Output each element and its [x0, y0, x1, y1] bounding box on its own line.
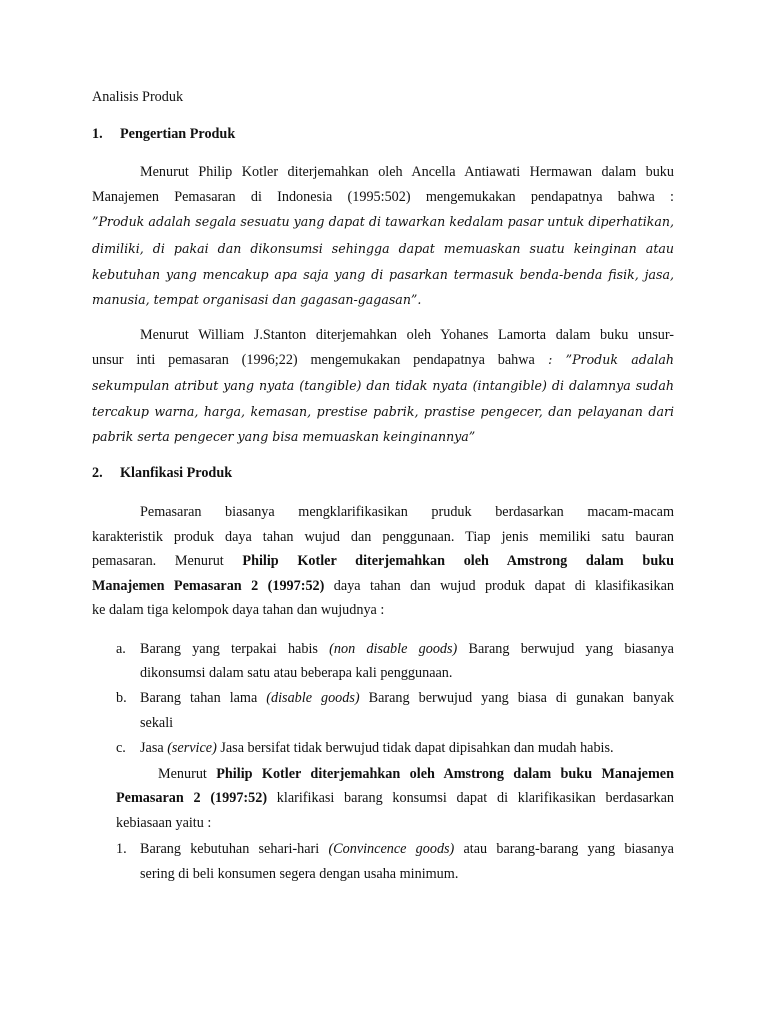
- s2-p2-line-1: Menurut Philip Kotler diterjemahkan oleh Amstrong dalam buku Manajemen: [158, 766, 674, 782]
- s2-p1-line-5: ke dalam tiga kelompok daya tahan dan wujudnya :: [92, 602, 385, 618]
- s1-p1-line-5: kebutuhan yang mencakup apa saja yang di pasarkan termasuk benda-benda fisik, jasa,: [92, 267, 674, 282]
- list-item-a: Barang yang terpakai habis (non disable goods) Barang berwujud yang biasanya: [140, 641, 674, 657]
- s1-p2-line-3: sekumpulan atribut yang nyata (tangible) dan tidak nyata (intangible) di dalamnya sudah: [92, 378, 674, 393]
- s1-p1-line-4: dimiliki, di pakai dan dikonsumsi sehingga dapat memuaskan suatu keinginan atau: [92, 241, 674, 256]
- numbered-item-1-marker: 1.: [116, 841, 127, 857]
- list-item-a-marker: a.: [116, 641, 126, 657]
- s1-p1-line-2: Manajemen Pemasaran di Indonesia (1995:502) mengemukakan pendapatnya bahwa :: [92, 189, 674, 205]
- s2-p1-line-2: karakteristik produk daya tahan wujud dan penggunaan. Tiap jenis memiliki satu bauran: [92, 529, 674, 545]
- section-1-heading: Pengertian Produk: [120, 126, 236, 142]
- s1-p2-line-4: tercakup warna, harga, kemasan, prestise pabrik, prastise pengecer, dan pelayanan dari: [92, 404, 674, 419]
- list-item-b-marker: b.: [116, 690, 127, 706]
- list-item-c: Jasa (service) Jasa bersifat tidak berwujud tidak dapat dipisahkan dan mudah habis.: [140, 740, 614, 756]
- section-2-number: 2.: [92, 465, 103, 481]
- section-1-number: 1.: [92, 126, 103, 142]
- s1-p1-line-1: Menurut Philip Kotler diterjemahkan oleh Ancella Antiawati Hermawan dalam buku: [140, 164, 674, 180]
- s1-p2-line-5: pabrik serta pengecer yang bisa memuaskan keinginannya”: [92, 429, 476, 444]
- s2-p1-line-4: Manajemen Pemasaran 2 (1997:52) daya tahan dan wujud produk dapat di klasifikasikan: [92, 578, 674, 594]
- list-item-c-marker: c.: [116, 740, 126, 756]
- numbered-item-1: Barang kebutuhan sehari-hari (Convincence goods) atau barang-barang yang biasanya: [140, 841, 674, 857]
- s2-p2-line-2: Pemasaran 2 (1997:52) klarifikasi barang konsumsi dapat di klarifikasikan berdasarkan: [116, 790, 675, 806]
- list-item-a-continued: dikonsumsi dalam satu atau beberapa kali penggunaan.: [140, 665, 453, 681]
- numbered-item-1-continued: sering di beli konsumen segera dengan usaha minimum.: [140, 866, 459, 882]
- list-item-b: Barang tahan lama (disable goods) Barang berwujud yang biasa di gunakan banyak: [140, 690, 674, 706]
- document-title: Analisis Produk: [92, 89, 184, 105]
- s2-p2-line-3: kebiasaan yaitu :: [116, 815, 212, 831]
- s1-p1-line-6: manusia, tempat organisasi dan gagasan-gagasan”.: [92, 292, 422, 307]
- s1-p2-line-2: unsur inti pemasaran (1996;22) mengemukakan pendapatnya bahwa : ”Produk adalah: [92, 352, 674, 368]
- s2-p1-line-3: pemasaran. Menurut Philip Kotler diterjemahkan oleh Amstrong dalam buku: [92, 553, 674, 569]
- section-2-heading: Klanfikasi Produk: [120, 465, 233, 481]
- s2-p1-line-1: Pemasaran biasanya mengklarifikasikan pruduk berdasarkan macam-macam: [140, 504, 674, 520]
- s1-p1-line-3: ”Produk adalah segala sesuatu yang dapat di tawarkan kedalam pasar untuk diperhatikan,: [92, 214, 674, 229]
- list-item-b-continued: sekali: [140, 715, 174, 731]
- s1-p2-line-1: Menurut William J.Stanton diterjemahkan oleh Yohanes Lamorta dalam buku unsur-: [140, 327, 674, 343]
